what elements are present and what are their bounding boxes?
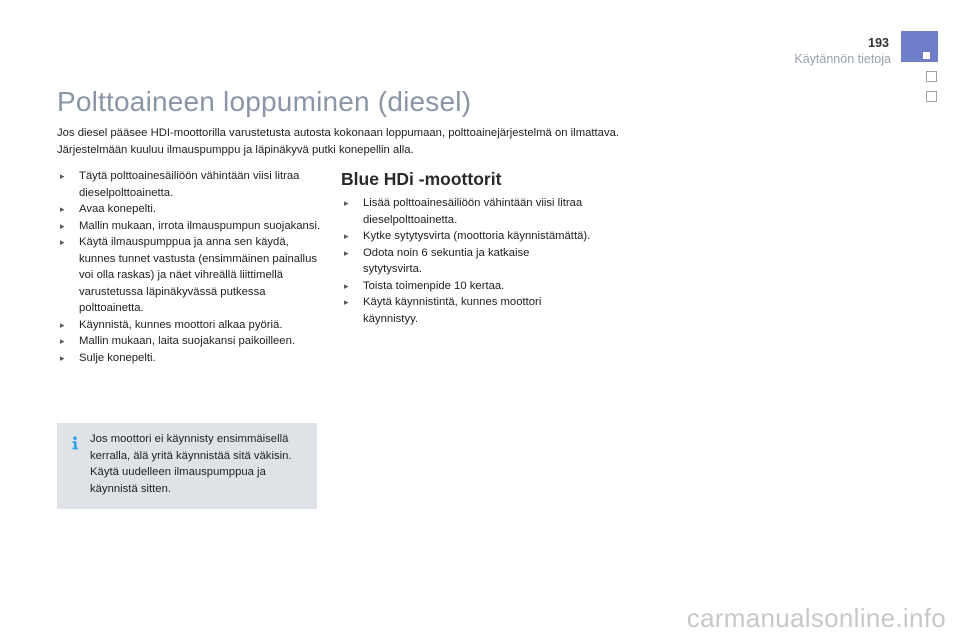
list-item <box>57 317 327 334</box>
bullet-icon: ▸ <box>60 319 65 330</box>
step-text: Sulje konepelti. <box>79 351 156 364</box>
bullet-icon: ▸ <box>60 171 65 181</box>
step-text: Lisää polttoainesäiliöön vähintään viisi litraa dieselpolttoainetta. <box>363 197 583 226</box>
list-item <box>57 234 327 317</box>
list-item <box>341 228 591 245</box>
tab-square-icon <box>923 52 930 59</box>
chapter-tab-active[interactable] <box>901 31 938 62</box>
section-label: Käytännön tietoja <box>794 52 891 66</box>
intro-line: Jos diesel pääsee HDI-moottorilla varustetusta autosta kokonaan loppumaan, polttoainejärjestelmä on ilmattava. <box>57 127 620 139</box>
left-steps-list <box>57 168 327 366</box>
right-steps-list <box>341 195 591 327</box>
list-item <box>341 195 591 228</box>
page-number: 193 <box>868 36 889 50</box>
bullet-icon: ▸ <box>344 247 349 258</box>
step-text: Mallin mukaan, laita suojakansi paikoilleen. <box>79 335 296 347</box>
list-item <box>57 168 327 201</box>
step-text: Käytä käynnistintä, kunnes moottori käynnistyy. <box>363 296 542 325</box>
step-text: Kytke sytytysvirta (moottoria käynnistämättä). <box>363 230 591 242</box>
info-note <box>57 423 317 509</box>
list-item <box>57 350 327 367</box>
step-text: Käynnistä, kunnes moottori alkaa pyöriä. <box>79 318 283 331</box>
bullet-icon: ▸ <box>344 280 349 291</box>
list-item <box>341 294 591 327</box>
note-text: Jos moottori ei käynnisty ensimmäisellä kerralla, älä yritä käynnistää sitä väkisin. Käytä uudelleen ilmauspumppua ja käynnistä sitten. <box>90 433 292 495</box>
info-icon <box>68 436 82 450</box>
list-item <box>57 218 327 235</box>
bullet-icon: ▸ <box>344 198 349 208</box>
list-item <box>57 201 327 218</box>
list-item <box>341 245 591 278</box>
bullet-icon: ▸ <box>60 237 65 247</box>
page-title: Polttoaineen loppuminen (diesel) <box>57 86 472 117</box>
chapter-tab[interactable] <box>926 91 937 102</box>
bullet-icon: ▸ <box>60 220 65 231</box>
step-text: Toista toimenpide 10 kertaa. <box>363 279 505 292</box>
chapter-tab[interactable] <box>926 71 937 82</box>
section-heading: Blue HDi -moottorit <box>341 169 502 189</box>
list-item <box>57 333 327 350</box>
watermark: carmanualsonline.info <box>686 603 946 633</box>
list-item <box>341 278 591 295</box>
intro-text <box>57 125 697 159</box>
step-text: Mallin mukaan, irrota ilmauspumpun suojakansi. <box>79 219 321 232</box>
step-text: Avaa konepelti. <box>79 203 157 215</box>
bullet-icon: ▸ <box>344 231 349 241</box>
bullet-icon: ▸ <box>60 336 65 346</box>
bullet-icon: ▸ <box>344 297 349 307</box>
intro-line: Järjestelmään kuuluu ilmauspumppu ja läpinäkyvä putki konepellin alla. <box>57 144 414 156</box>
bullet-icon: ▸ <box>60 204 65 214</box>
step-text: Odota noin 6 sekuntia ja katkaise sytytysvirta. <box>363 246 530 275</box>
step-text: Käytä ilmauspumppua ja anna sen käydä, kunnes tunnet vastusta (ensimmäinen painallus voi olla raskas) ja näet vihreällä liittimellä varustetussa läpinäkyvässä putkessa polttoainetta. <box>79 236 318 314</box>
bullet-icon: ▸ <box>60 352 65 363</box>
step-text: Täytä polttoainesäiliöön vähintään viisi litraa dieselpolttoainetta. <box>79 170 300 199</box>
